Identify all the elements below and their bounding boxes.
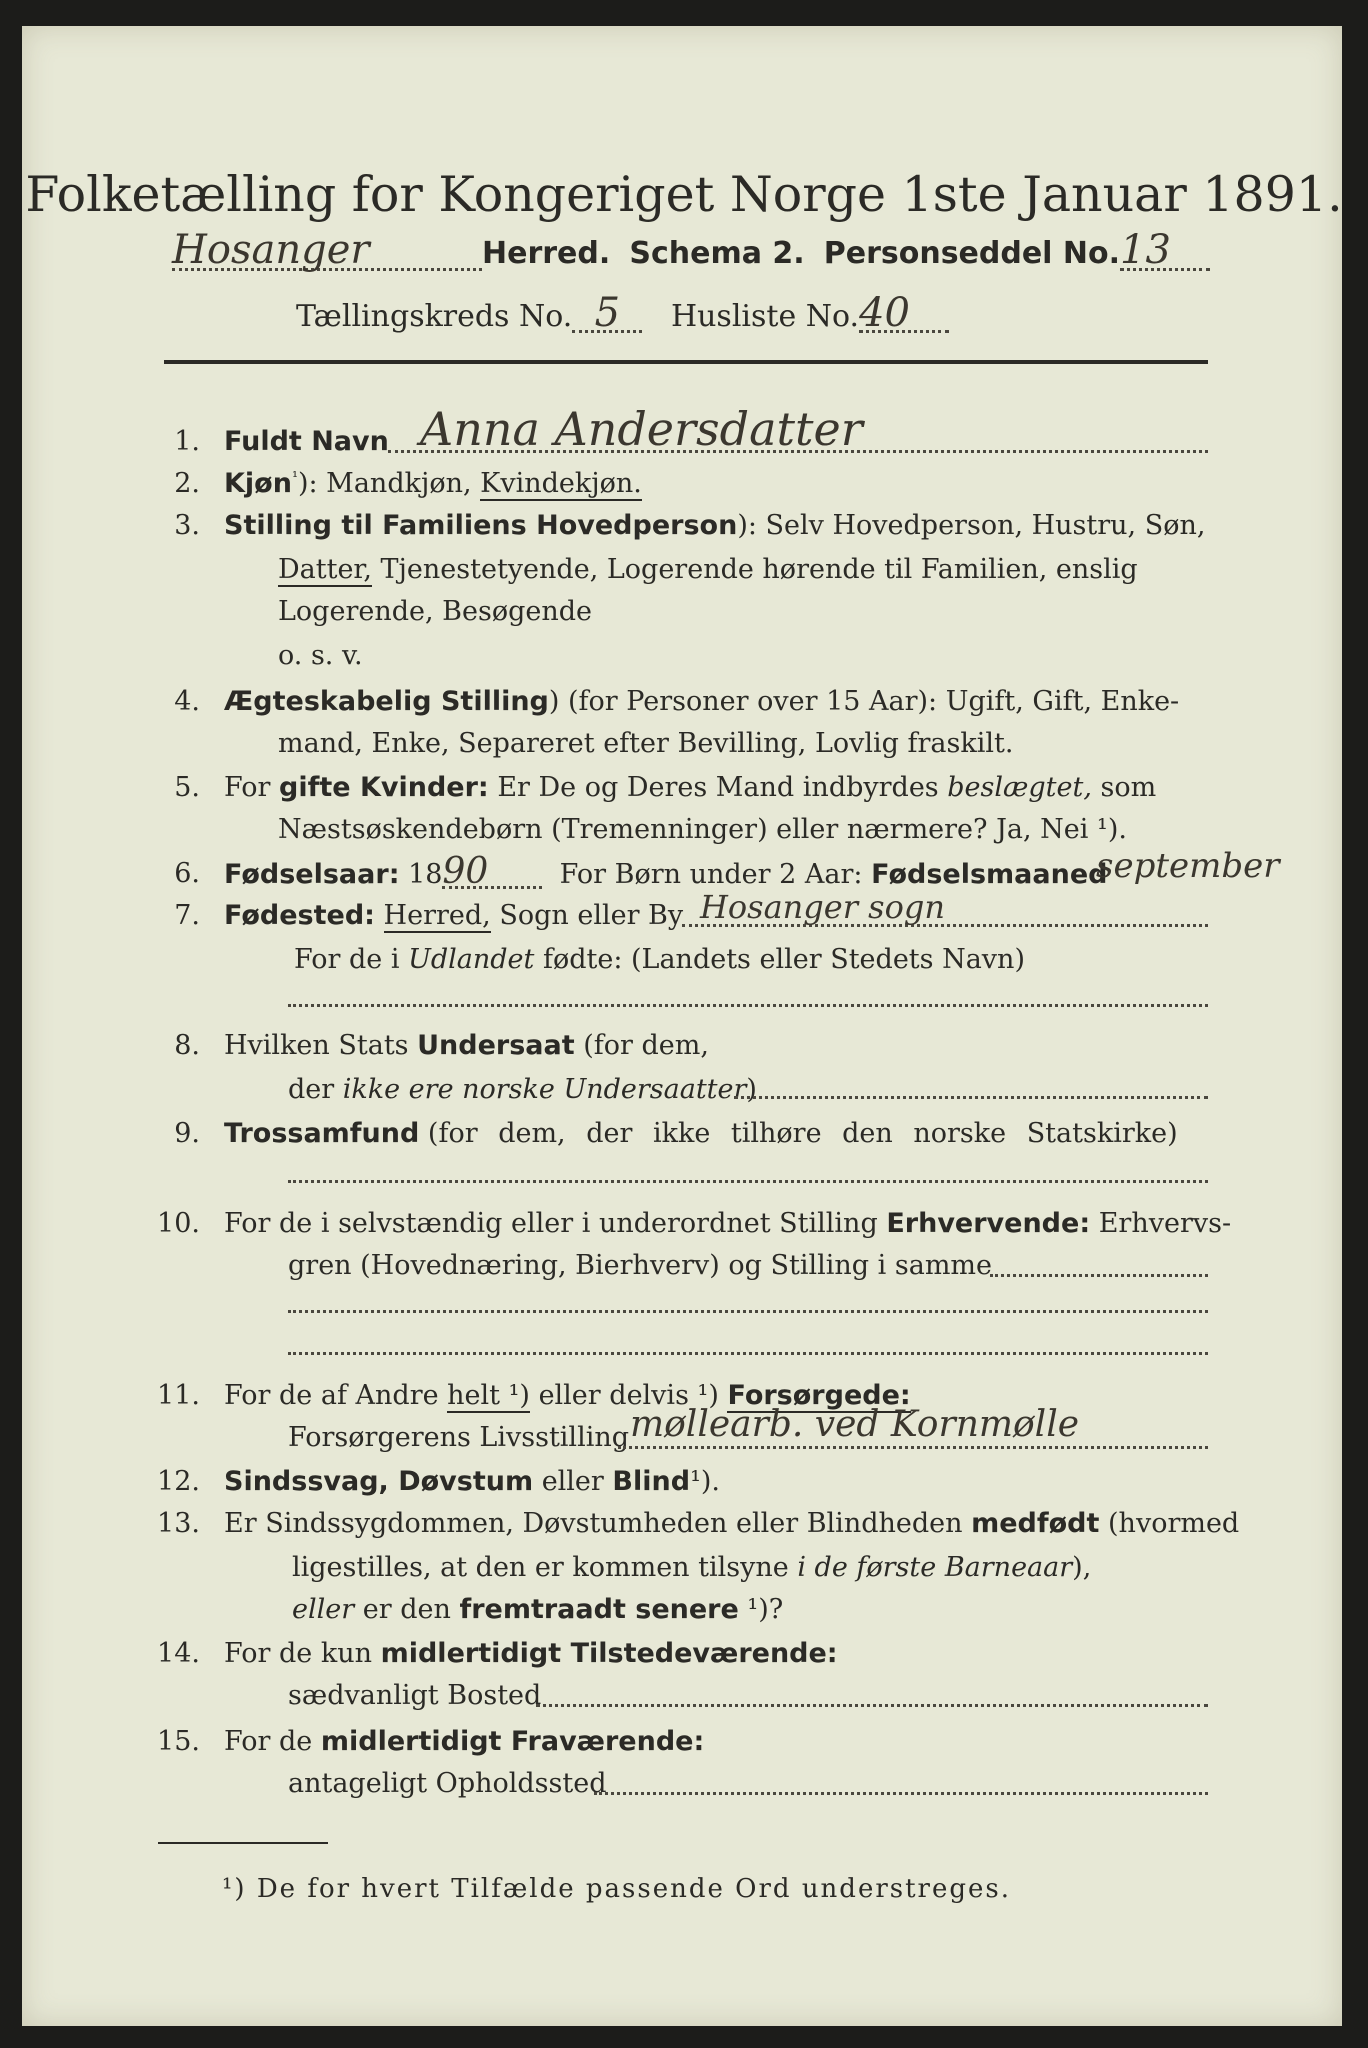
q6-prefix: 18 <box>408 859 443 890</box>
q7-rest: Sogn eller By <box>499 900 684 931</box>
q13-rest3a: er den <box>362 1594 451 1625</box>
q12-label2: Blind <box>612 1466 691 1497</box>
q8-label: Undersaat <box>417 1030 575 1061</box>
q13-rest2a: ligestilles, at den er kommen tilsyne <box>292 1552 789 1583</box>
q14-number: 14. <box>157 1638 200 1669</box>
q6-value: 90 <box>442 858 542 889</box>
husliste-label: Husliste No. <box>670 299 860 334</box>
q15-row1 <box>224 1726 704 1757</box>
personseddel-value: 13 <box>1120 232 1210 271</box>
q12-mid: eller <box>541 1466 604 1497</box>
kreds-label: Tællingskreds No. <box>296 299 573 334</box>
q4-label: Ægteskabelig Stilling <box>224 686 549 717</box>
kreds-value: 5 <box>572 296 642 333</box>
q9-dotline <box>288 1180 1208 1183</box>
q2-sup: ¹ <box>291 468 298 486</box>
q8-row2 <box>288 1074 757 1105</box>
q1-label: Fuldt Navn <box>224 426 389 457</box>
q2-row <box>224 468 642 499</box>
q8-italic: ikke ere norske Undersaatter <box>342 1074 747 1105</box>
q7-selected: Herred, <box>383 900 491 931</box>
q2-label: Kjøn <box>224 468 292 499</box>
q11-label: Forsørgede: <box>727 1380 911 1411</box>
q12-rest: ¹). <box>690 1466 721 1497</box>
q6-rest: For Børn under 2 Aar: <box>559 859 863 890</box>
q9-label: Trossamfund <box>224 1118 420 1149</box>
kreds-line <box>296 290 949 336</box>
q8-rest2b: ) <box>746 1074 757 1105</box>
form-title: Folketælling for Kongeriget Norge 1ste Januar 1891. <box>25 166 1343 223</box>
q11-rest2: Forsørgerens Livsstilling <box>288 1422 630 1453</box>
q13-row1 <box>224 1508 1239 1539</box>
q2-rest: ): Mandkjøn, <box>297 468 472 499</box>
q3-number: 3. <box>174 510 200 541</box>
q6-label: Fødselsaar: <box>224 859 400 890</box>
q10-dotline2 <box>288 1310 1208 1313</box>
q13-row2 <box>292 1552 1091 1583</box>
q9-number: 9. <box>174 1118 200 1149</box>
q5-rest1: Er De og Deres Mand indbyrdes <box>497 772 939 803</box>
q10-rest1b: Erhvervs- <box>1098 1208 1232 1239</box>
q13-label3: fremtraadt senere <box>459 1594 739 1625</box>
q13-italic2: eller <box>292 1594 355 1625</box>
q10-row1 <box>224 1208 1231 1239</box>
q1-value: Anna Andersdatter <box>420 402 863 456</box>
husliste-value: 40 <box>859 296 949 333</box>
q11-dotline <box>618 1446 1208 1449</box>
q8-rest1: (for dem, <box>583 1030 709 1061</box>
personseddel-label: Personseddel No. <box>823 236 1121 271</box>
q6-label2: Fødselsmaaned <box>871 859 1108 890</box>
q4-rest2: mand, Enke, Separeret efter Bevilling, Lovlig fraskilt. <box>278 728 1014 759</box>
q7-row2 <box>294 944 1025 975</box>
herred-label: Herred. <box>482 236 611 271</box>
q10-dotline1 <box>990 1274 1208 1277</box>
q3-label: Stilling til Familiens Hovedperson <box>224 510 738 541</box>
q5-rest1b: som <box>1100 772 1157 803</box>
q13-row3 <box>292 1594 783 1625</box>
q11-pre: For de af Andre <box>224 1380 439 1411</box>
q13-number: 13. <box>157 1508 200 1539</box>
schema-label: Schema 2. <box>629 236 805 271</box>
q3-rest2: Tjenestetyende, Logerende hørende til Familien, enslig <box>380 554 1138 585</box>
q14-dotline <box>536 1704 1208 1707</box>
q6-value2: september <box>1096 846 1280 886</box>
q3-selected: Datter, <box>278 554 372 585</box>
q2-number: 2. <box>174 468 200 499</box>
q15-pre: For de <box>224 1726 313 1757</box>
q9-rest: (for dem, der ikke tilhøre den norske Statskirke) <box>427 1118 1178 1149</box>
q8-row1 <box>224 1030 709 1061</box>
q11-mid: eller delvis ¹) <box>538 1380 719 1411</box>
q14-row1 <box>224 1638 838 1669</box>
q9-row <box>224 1118 1178 1149</box>
q7-label: Fødested: <box>224 900 375 931</box>
q4-row1 <box>224 686 1179 717</box>
header-rule <box>164 360 1208 364</box>
q8-number: 8. <box>174 1030 200 1061</box>
q8-rest2a: der <box>288 1074 335 1105</box>
q6-number: 6. <box>174 858 200 889</box>
q8-pre: Hvilken Stats <box>224 1030 409 1061</box>
q7-rest2b: fødte: (Landets eller Stedets Navn) <box>542 944 1025 975</box>
q10-number: 10. <box>157 1208 200 1239</box>
q1-number: 1. <box>174 426 200 457</box>
q5-label: gifte Kvinder: <box>279 772 489 803</box>
q10-dotline3 <box>288 1352 1208 1355</box>
q3-rest3: Logerende, Besøgende <box>278 596 592 627</box>
q5-rest2: Næstsøskendebørn (Tremenninger) eller nærmere? Ja, Nei ¹). <box>278 814 1127 845</box>
q5-row1 <box>224 772 1156 803</box>
q3-rest1: ): Selv Hovedperson, Hustru, Søn, <box>737 510 1206 541</box>
q10-rest2: gren (Hovednæring, Bierhverv) og Stilling i samme <box>288 1250 993 1281</box>
q15-rest2: antageligt Opholdssted <box>288 1768 607 1799</box>
q15-dotline <box>594 1792 1208 1795</box>
q13-rest1: Er Sindssygdommen, Døvstumheden eller Blindheden <box>224 1508 963 1539</box>
q8-dotline <box>734 1096 1208 1099</box>
q7-dotline2 <box>288 1004 1208 1007</box>
q7-value: Hosanger sogn <box>700 888 945 926</box>
q11-selected: helt ¹) <box>447 1380 530 1411</box>
q2-selected: Kvindekjøn. <box>480 468 642 499</box>
q7-row1 <box>224 900 683 931</box>
q15-label: midlertidigt Fraværende: <box>320 1726 705 1757</box>
q3-rest4: o. s. v. <box>278 640 363 671</box>
q5-number: 5. <box>174 772 200 803</box>
footnote-rule <box>158 1842 328 1844</box>
q4-rest1: ) (for Personer over 15 Aar): Ugift, Gift, Enke- <box>548 686 1180 717</box>
q5-pre: For <box>224 772 271 803</box>
q10-rest1: For de i selvstændig eller i underordnet Stilling <box>224 1208 878 1239</box>
q14-pre: For de kun <box>224 1638 372 1669</box>
q13-rest1b: (hvormed <box>1108 1508 1240 1539</box>
q11-number: 11. <box>157 1380 200 1411</box>
q11-value: møllearb. ved Kornmølle <box>630 1404 1080 1445</box>
footnote: ¹) De for hvert Tilfælde passende Ord understreges. <box>222 1874 1012 1904</box>
q13-rest2b: ), <box>1072 1552 1092 1583</box>
q12-number: 12. <box>157 1466 200 1497</box>
q7-italic: Udlandet <box>408 944 535 975</box>
q7-number: 7. <box>174 900 200 931</box>
q10-label: Erhvervende: <box>886 1208 1091 1239</box>
q4-number: 4. <box>174 686 200 717</box>
q12-row <box>224 1466 720 1497</box>
q3-row2 <box>278 554 1138 585</box>
q5-italic: beslægtet, <box>947 772 1092 803</box>
q14-label: midlertidigt Tilstedeværende: <box>380 1638 838 1669</box>
q15-number: 15. <box>157 1726 200 1757</box>
q7-rest2a: For de i <box>294 944 400 975</box>
q14-rest2: sædvanligt Bosted <box>288 1680 542 1711</box>
q1-row <box>224 426 389 457</box>
q13-rest3b: ¹)? <box>747 1594 784 1625</box>
herred-line <box>172 227 1210 273</box>
q12-label: Sindssvag, Døvstum <box>224 1466 534 1497</box>
q13-label: medfødt <box>971 1508 1100 1539</box>
herred-value: Hosanger <box>172 232 482 271</box>
q13-italic: i de første Barneaar <box>797 1552 1073 1583</box>
q3-row1 <box>224 510 1205 541</box>
q6-row <box>224 851 1108 892</box>
